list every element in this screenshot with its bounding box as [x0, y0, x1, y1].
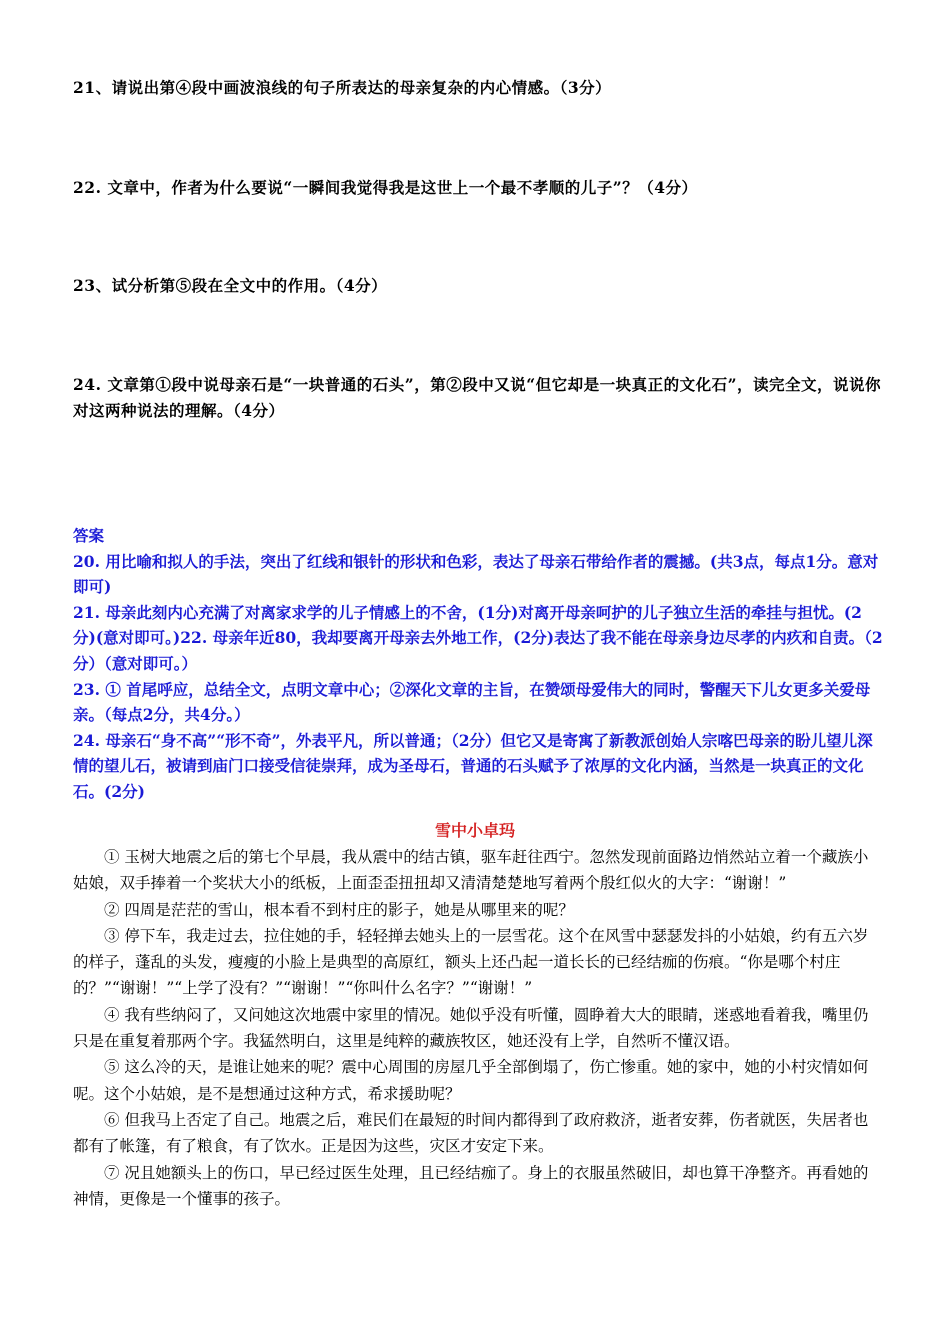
essay-paragraph-3: ③ 停下车，我走过去，拉住她的手，轻轻掸去她头上的一层雪花。这个在风雪中瑟瑟发抖的小姑娘，约有五六岁的样子，蓬乱的头发，瘦瘦的小脸上是典型的高原红，额头上还凸起一道长长的已经结痂的伤痕。“你是哪个村庄的？”“谢谢！”“上学了没有？”“谢谢！”“你叫什么名字？”“谢谢！”: [73, 926, 869, 998]
question-22: 22. 文章中，作者为什么要说“一瞬间我觉得我是这世上一个最不孝顺的儿子”？（4分）: [73, 178, 698, 197]
essay-paragraph-2: ② 四周是茫茫的雪山，根本看不到村庄的影子，她是从哪里来的呢？: [104, 900, 574, 919]
essay-paragraph-1: ① 玉树大地震之后的第七个早晨，我从震中的结古镇，驱车赶往西宁。忽然发现前面路边悄然站立着一个藏族小姑娘，双手捧着一个奖状大小的纸板，上面歪歪扭扭却又清清楚楚地写着两个殷红似火的大字：“谢谢！”: [73, 848, 869, 893]
question-24: 24. 文章第①段中说母亲石是“一块普通的石头”，第②段中又说“但它却是一块真正的文化石”，读完全文，说说你对这两种说法的理解。（4分）: [73, 375, 882, 420]
essay-paragraph-6: ⑥ 但我马上否定了自己。地震之后，难民们在最短的时间内都得到了政府救济，逝者安葬，伤者就医，失居者也都有了帐篷，有了粮食，有了饮水。正是因为这些，灾区才安定下来。: [73, 1110, 869, 1156]
answer-21-22: 21. 母亲此刻内心充满了对离家求学的儿子情感上的不舍，(1分)对离开母亲呵护的儿子独立生活的牵挂与担忧。(2分)(意对即可。)22. 母亲年近80，我却要离开母亲去外地工作，(2分)表达了我不能在母亲身边尽孝的内疚和自责。（2分）（意对即可。）: [73, 602, 883, 673]
essay-body: [73, 844, 883, 1212]
essay-paragraph-7: ⑦ 况且她额头上的伤口，早已经过医生处理，且已经结痂了。身上的衣服虽然破旧，却也算干净整齐。再看她的神情，更像是一个懂事的孩子。: [73, 1163, 869, 1208]
question-21: 21、请说出第④段中画波浪线的句子所表达的母亲复杂的内心情感。（3分）: [73, 78, 612, 97]
answer-heading: 答案: [73, 526, 105, 545]
essay-paragraph-5: ⑤ 这么冷的天，是谁让她来的呢？震中心周围的房屋几乎全部倒塌了，伤亡惨重。她的家中，她的小村灾情如何呢。这个小姑娘，是不是想通过这种方式，希求援助呢？: [73, 1058, 869, 1103]
essay-title: 雪中小卓玛: [434, 821, 515, 840]
answer-section: [73, 523, 883, 805]
essay-paragraph-4: ④ 我有些纳闷了，又问她这次地震中家里的情况。她似乎没有听懂，圆睁着大大的眼睛，迷惑地看着我，嘴里仍只是在重复着那两个字。我猛然明白，这里是纯粹的藏族牧区，她还没有上学，自然听不懂汉语。: [73, 1005, 869, 1051]
answer-24: 24. 母亲石“身不高”“形不奇”，外表平凡，所以普通；（2分）但它又是寄寓了新教派创始人宗喀巴母亲的盼儿望儿深情的望儿石，被请到庙门口接受信徒崇拜，成为圣母石，普通的石头赋予了浓厚的文化内涵，当然是一块真正的文化石。(2分): [73, 730, 873, 801]
answer-20: 20. 用比喻和拟人的手法，突出了红线和银针的形状和色彩，表达了母亲石带给作者的震撼。(共3点，每点1分。意对即可): [73, 551, 879, 597]
question-23: 23、试分析第⑤段在全文中的作用。（4分）: [73, 276, 388, 295]
answer-23: 23. ① 首尾呼应，总结全文，点明文章中心；②深化文章的主旨，在赞颂母爱伟大的同时，警醒天下儿女更多关爱母亲。（每点2分，共4分。）: [73, 679, 871, 725]
